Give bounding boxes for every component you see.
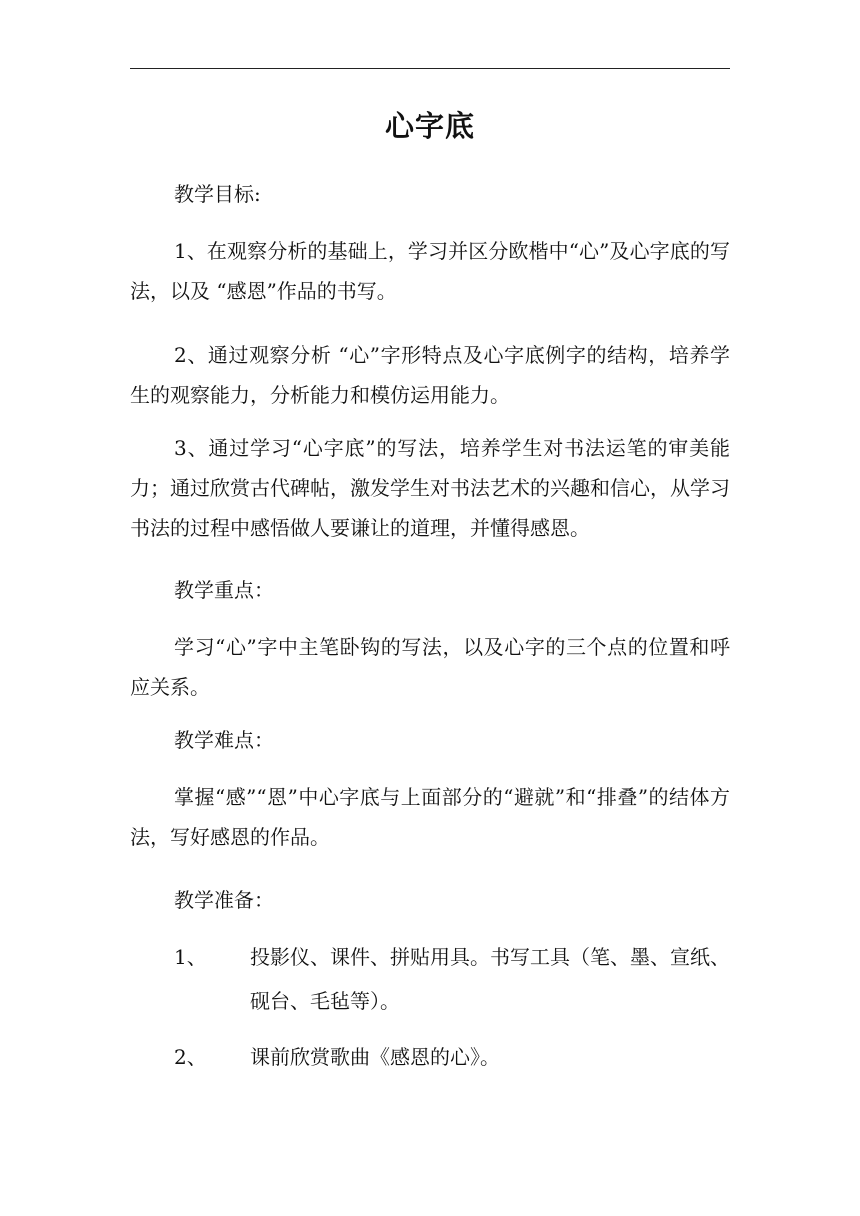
goal-3-paragraph: 3、通过学习“心字底”的写法，培养学生对书法运笔的审美能力；通过欣赏古代碑帖，激发学生对书法艺术的兴趣和信心，从学习书法的过程中感悟做人要谦让的道理，并懂得感恩。 [130,436,730,540]
goals-heading: 教学目标: [174,182,261,206]
difficult-points-heading: 教学难点： [174,728,274,752]
difficult-points-paragraph: 掌握“感”“恩”中心字底与上面部分的“避就”和“排叠”的结体方法，写好感恩的作品。 [130,785,730,849]
preparation-item [174,935,730,1023]
header-rule [130,68,730,69]
preparation-item-text: 投影仪、课件、拼贴用具。书写工具（笔、墨、宣纸、砚台、毛毡等）。 [250,945,730,1013]
preparation-heading: 教学准备： [174,888,274,912]
document-title: 心字底 [384,109,475,143]
preparation-item-text: 课前欣赏歌曲《感恩的心》。 [250,1045,500,1069]
preparation-item-number: 2、 [174,1045,207,1069]
preparation-item-number: 1、 [174,945,207,969]
key-points-heading: 教学重点： [174,578,274,602]
preparation-item [174,1035,730,1079]
key-points-paragraph: 学习“心”字中主笔卧钩的写法，以及心字的三个点的位置和呼应关系。 [130,635,730,699]
goal-1-paragraph: 1、在观察分析的基础上，学习并区分欧楷中“心”及心字底的写法，以及 “感恩”作品的书写。 [130,239,730,303]
goal-2-paragraph: 2、通过观察分析 “心”字形特点及心字底例字的结构，培养学生的观察能力，分析能力和模仿运用能力。 [130,343,730,407]
